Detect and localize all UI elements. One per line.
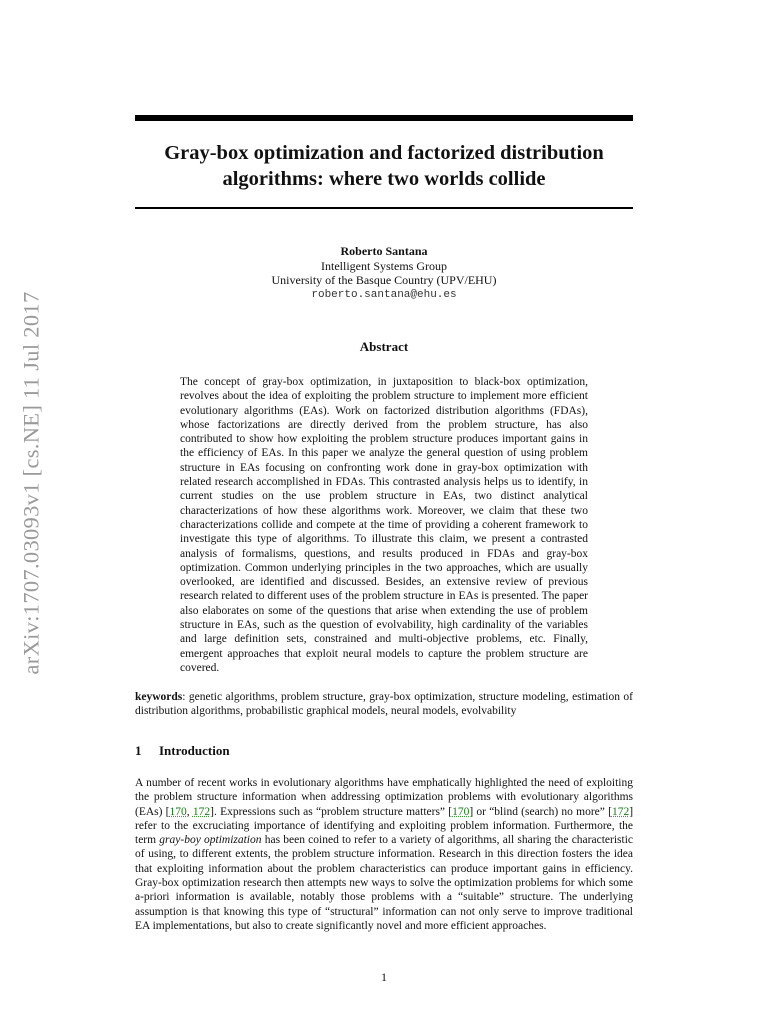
author-university: University of the Basque Country (UPV/EHU) (271, 273, 497, 287)
introduction-paragraph (135, 776, 633, 933)
section-heading-introduction (135, 743, 633, 759)
citation-link[interactable]: 172 (611, 805, 630, 818)
paper-title-line-2: algorithms: where two worlds collide (222, 168, 546, 190)
arxiv-identifier-text: arXiv:1707.03093v1 [cs.NE] 11 Jul 2017 (19, 291, 44, 675)
intro-text-part: ]. Expressions such as “problem structure matters” [ (210, 805, 453, 818)
author-name: Roberto Santana (340, 244, 428, 258)
abstract-heading: Abstract (359, 339, 409, 354)
keywords-label: keywords (135, 691, 183, 703)
title-bottom-rule (135, 207, 633, 209)
paper-title-line-1: Gray-box optimization and factorized distribution (164, 142, 604, 164)
intro-text-part: has been coined to refer to a variety of algorithms, all sharing the characteristic of using, to different extents, the problem structure information. Research in this direction fosters the idea that exploiting information about the problem characteristics can produce important gains in efficiency. Gray-box optimization research then attempts new ways to solve the optimization problems for which some a-priori information is available, notably those problems with a “suitable” structure. The underlying assumption is that knowing this type of “structural” information can not only serve to improve traditional EA implementations, but also to create significantly novel and more efficient approaches. (135, 834, 633, 932)
title-top-rule (135, 115, 633, 121)
citation-link[interactable]: 170 (452, 805, 470, 818)
author-group: Intelligent Systems Group (321, 258, 447, 273)
intro-text-part: A number of recent works in evolutionary algorithms have emphatically highlighted the need of exploiting the problem structure information when addressing optimization problems with evolutionary algorithms (EAs) [ (135, 777, 633, 818)
keywords (135, 690, 633, 719)
citation-link[interactable]: 172 (192, 805, 211, 818)
section-title: Introduction (159, 743, 230, 758)
arxiv-identifier (16, 258, 48, 708)
intro-text-part: ] or “blind (search) no more” [ (469, 805, 612, 818)
page-number: 1 (381, 970, 387, 984)
keywords-list: : genetic algorithms, problem structure, gray-box optimization, structure modeling, estimation of distribution algorithms, probabilistic graphical models, neural models, evolvability (135, 691, 633, 718)
emphasized-term: gray-boy optimization (159, 834, 262, 847)
author-email: roberto.santana@ehu.es (311, 288, 457, 301)
paper-title (135, 140, 633, 192)
intro-text-part: ] refer to the excruciating importance of identifying and exploiting problem information. Furthermore, the term (135, 805, 634, 847)
citation-link[interactable]: 170 (169, 805, 187, 818)
author-block (135, 244, 633, 302)
section-number: 1 (135, 743, 142, 758)
intro-text-part: , (186, 805, 193, 818)
abstract-text: The concept of gray-box optimization, in juxtaposition to black-box optimization, revolves about the idea of exploiting the problem structure to implement more efficient evolutionary algorithms (EAs). Work on factorized distribution algorithms (FDAs), whose factorizations are directly derived from the problem structure, has also contributed to show how exploiting the problem structure produces important gains in the efficiency of EAs. In this paper we analyze the general question of using problem structure in EAs focusing on confronting work done in gray-box optimization with related research accomplished in FDAs. This contrasted analysis helps us to identify, in current studies on the use problem structure in EAs, two distinct analytical characterizations of how these algorithms work. Moreover, we claim that these two characterizations collide and compete at the time of providing a coherent framework to investigate this type of algorithms. To illustrate this claim, we present a contrasted analysis of formalisms, questions, and results produced in FDAs and gray-box optimization. Common underlying principles in the two approaches, which are usually overlooked, are identified and discussed. Besides, an extensive review of previous research related to different uses of the problem structure in EAs is presented. The paper also elaborates on some of the questions that arise when extending the use of problem structure in EAs, such as the question of evolvability, high cardinality of the variables and large definition sets, constrained and multi-objective problems, etc. Finally, emergent approaches that exploit neural models to capture the problem structure are covered. (180, 376, 588, 674)
